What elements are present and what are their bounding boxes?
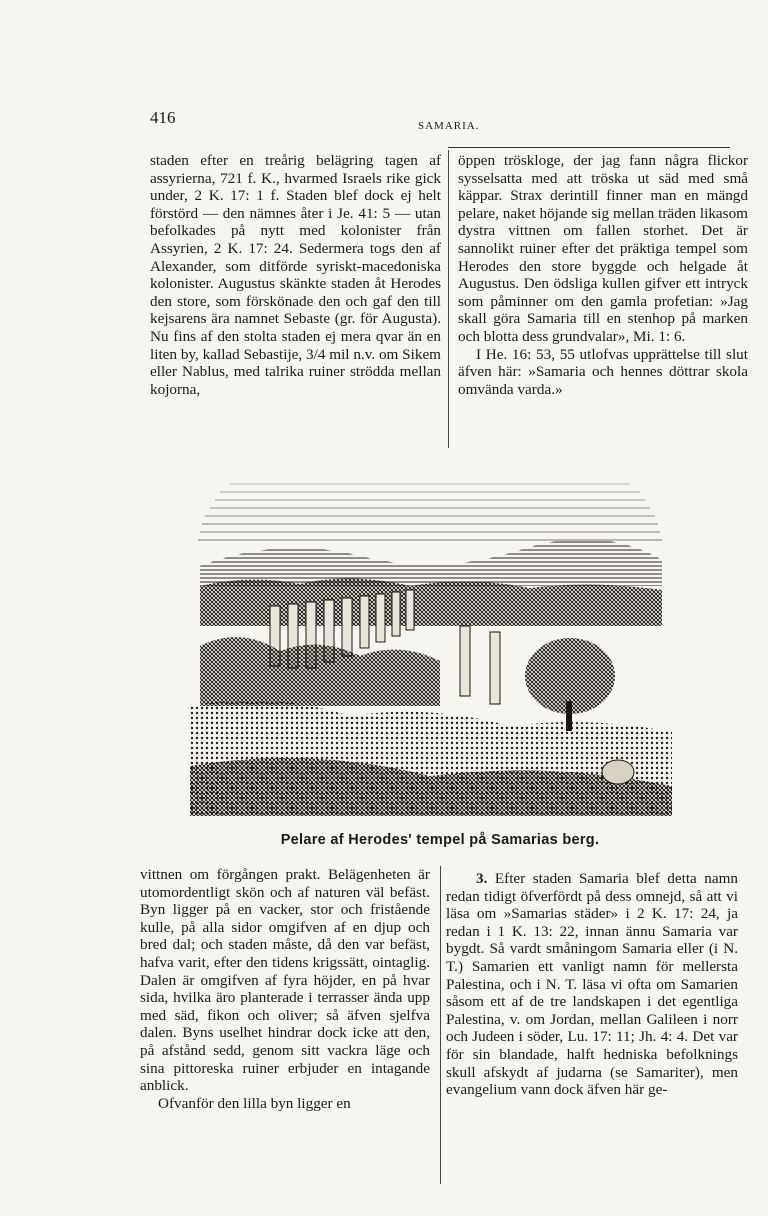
top-left-column bbox=[150, 152, 441, 398]
column-divider-bottom bbox=[440, 866, 441, 1184]
column-divider-top bbox=[448, 150, 449, 448]
rock bbox=[602, 760, 634, 784]
bottom-right-column bbox=[446, 870, 738, 1099]
section-number: 3. bbox=[476, 870, 488, 887]
header-rule bbox=[448, 147, 730, 148]
bottom-left-column bbox=[140, 866, 430, 1112]
paragraph: I He. 16: 53, 55 utlofvas upprättelse till slut äfven här: »Samaria och hennes döttrar skola omvända varda.» bbox=[458, 345, 748, 398]
paragraph: Ofvanför den lilla byn ligger en bbox=[158, 1094, 351, 1112]
paragraph: vittnen om förgången prakt. Belägenheten är utomordentligt skön och af naturen väl befäst. Byn ligger på en vacker, stor och fristående kulle, på alla sidor omgifven af en djup och bred dal; och staden måste, då den var befäst, hafva varit, efter den tidens krigssätt, ointaglig. Dalen är omgifven af fyra höjder, en på hvar sida, hvilka äro planterade i terrasser ända upp med säd, fikon och oliver; så äfven sjelfva dalen. Byns uselhet hindrar dock icke att den, på afstånd sedd, genom sitt vackra läge och sina pittoreska ruiner erbjuder en intagande anblick. bbox=[140, 866, 430, 1095]
sky bbox=[198, 484, 662, 540]
top-right-column bbox=[458, 152, 748, 398]
temple-columns-engraving bbox=[190, 476, 672, 816]
page-number: 416 bbox=[150, 108, 176, 127]
paragraph: öppen tröskloge, der jag fann några flickor sysselsatta med att tröska ut säd med små käppar. Strax derintill finner man en mängd pelare, naket höjande sig mellan träden likasom dystra vittnen om fallen storhet. Det är sannolikt ruiner efter det präktiga tempel som Herodes den store byggde och helgade åt Augustus. Den ödsliga kullen gifver ett intryck som påminner om den gamla profetian: »Jag skall göra Samaria till en stenhop på marken och blotta dess grundvalar», Mi. 1: 6. bbox=[458, 152, 748, 345]
paragraph: staden efter en treårig belägring tagen af assyrierna, 721 f. K., hvarmed Israels rike gick under, 2 K. 17: 1 f. Staden blef dock ej helt förstörd — den nämnes åter i Je. 41: 5 — utan befolkades på nytt med kolonister från Assyrien, 2 K. 17: 24. Sedermera togs den af Alexander, som ditförde syriskt-macedoniska kolonister. Augustus skänkte staden åt Herodes den store, som förskönade den och gaf den till kejsarens ära namnet Sebaste (gr. för Augusta). Nu fins af den stolta staden ej mera qvar än en liten by, kallad Sebastije, 3/4 mil n.v. om Sikem eller Nablus, med talrika ruiner strödda mellan kojorna, bbox=[150, 152, 441, 398]
paragraph bbox=[446, 870, 738, 1099]
figure-caption: Pelare af Herodes' tempel på Samarias berg. bbox=[280, 832, 600, 848]
shrubs-left bbox=[200, 637, 440, 706]
paragraph-text: Efter staden Samaria blef detta namn redan tidigt öfverfördt på dess omnejd, så att vi läsa om »Samarias städer» i 2 K. 17: 24, ja redan i 1 K. 13: 22, innan ännu Samaria var bygdt. Så vardt småningom Samaria eller (i N. T.) Samarien ett vanligt namn för mellersta Palestina, och i N. T. läsa vi ofta om Samarien såsom ett af de tre landskapen i det egentliga Palestina, v. om Jordan, mellan Galileen i norr och Judeen i söder, Lu. 17: 11; Jh. 4: 4. Det var för sin blandade, halft hedniska befolknings skull afskydt af judarna (se Samariter), men evangelium vann dock äfven här ge- bbox=[446, 870, 739, 1099]
tree-line bbox=[200, 578, 662, 626]
running-title: SAMARIA. bbox=[418, 120, 480, 132]
distant-hills bbox=[200, 539, 662, 586]
engraving-illustration bbox=[190, 476, 672, 816]
page-header bbox=[150, 108, 730, 138]
